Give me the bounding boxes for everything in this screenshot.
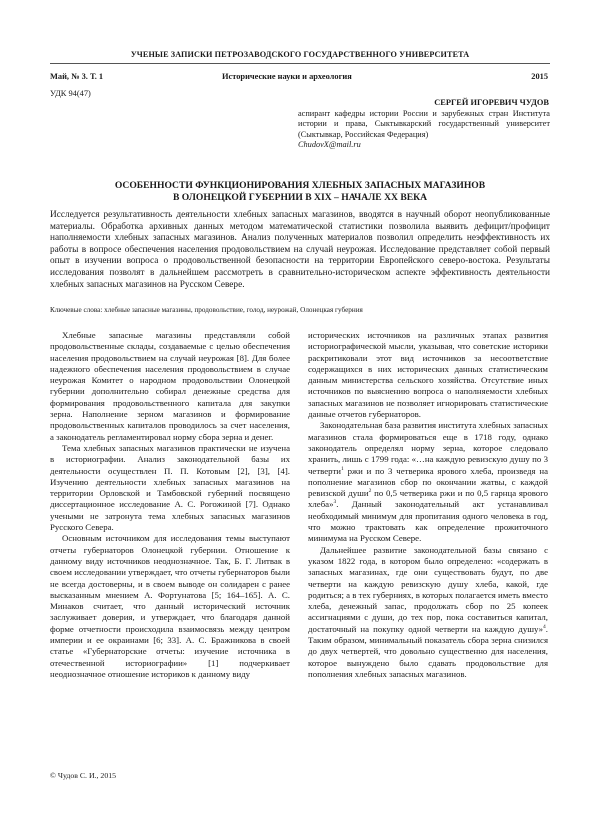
paragraph: исторических источников на различных этапах развития историографической мысли, указывая, что советские историки раскритиковали этот вид источников за несоответствие содержащихся в них исторических данных статистическим данным министерства сельского хозяйства. Отсутствие иных источников по выяснению вопроса о наполняемости хлебных запасных магазинов не позволяет игнорировать статистические данные отчетов губернаторов. <box>308 330 548 420</box>
abstract: Исследуется результативность деятельности хлебных запасных магазинов, вводятся в научный оборот неопубликованные материалы. Обработка архивных данных методом математической статистики позволила выявить дефицит/профицит наполняемости хлебных запасных магазинов. Анализ полученных материалов позволил определить неэффективность их работы в вопросе обеспечения населения продовольствием на случай неурожая. Исследование представляет собой первый опыт в изучении вопроса о продовольственной безопасности на территории Европейского северо-востока. Результаты исследования позволят в дальнейшем рассмотреть в сравнительно-историческом аспекте эффективность деятельности хлебных запасных магазинов на Русском Севере. <box>50 210 550 290</box>
journal-title: УЧЕНЫЕ ЗАПИСКИ ПЕТРОЗАВОДСКОГО ГОСУДАРСТВЕННОГО УНИВЕРСИТЕТА <box>130 50 470 59</box>
body-column-right <box>308 330 548 680</box>
copyright-notice: © Чудов С. И., 2015 <box>50 771 117 780</box>
author-affiliation: аспирант кафедры истории России и зарубежных стран Института истории и права, Сыктывкарский государственный университет (Сыктывкар, Российская Федерация) <box>298 109 550 139</box>
issue-year: 2015 <box>531 72 548 81</box>
paragraph: Дальнейшее развитие законодательной базы связано с указом 1822 года, в котором было определено: «содержать в запасных магазинах, где они существовать будут, по две четверти на каждую ревизскую душу хлеба, какой, где родиться; а в тех губерниях, в которых полагается иметь вместо хлеба, денежный запас, продолжать сбор по 25 копеек ассигнациями с души, до тех пор, пока составиться капитал, достаточный на покупку одной четверти на каждую душу»$^4$. Таким образом, минимальный показатель сбора зерна снизился до двух четвертей, что довольно существенно для населения, которое вынуждено было сдавать продовольствие для пополнения хлебных запасных магазинов. <box>308 544 548 679</box>
article-title-line-1: ОСОБЕННОСТИ ФУНКЦИОНИРОВАНИЯ ХЛЕБНЫХ ЗАПАСНЫХ МАГАЗИНОВ <box>114 180 486 191</box>
footnote-mark[interactable]: 4 <box>543 623 546 630</box>
footnote-mark[interactable]: 2 <box>368 488 372 495</box>
paragraph: Тема хлебных запасных магазинов практически не изучена в историографии. Анализ законодательной базы их деятельности осуществлен П. П. Котовым [2], [3], [4]. Изучению деятельности хлебных запасных магазинов на территории Орловской и Тамбовской губерний посвящено диссертационное исследование А. С. Рогожиной [7]. Однако учеными не затронута тема хлебных запасных магазинов Русского Севера. <box>50 442 290 533</box>
issue-meta-row <box>50 72 550 84</box>
footnote-mark[interactable]: 1 <box>341 465 344 472</box>
keywords: Ключевые слова: хлебные запасные магазины, продовольствие, голод, неурожай, Олонецкая губерния <box>50 306 363 314</box>
article-title <box>50 180 550 204</box>
author-name: СЕРГЕЙ ИГОРЕВИЧ ЧУДОВ <box>434 98 549 107</box>
paragraph: Хлебные запасные магазины представляли собой продовольственные склады, создаваемые с целью обеспечения населения продовольствием на случай неурожая [8]. Для более надежного обеспечения населения продовольствием в случае неурожая Комитет о народном продовольствии Олонецкой губернии дополнительно собирал денежные средства для формирования продовольственного капитала для закупки зерна. Наполнение зерном магазинов и формирование продовольственных капиталов проводилось за счет населения, а законодатель регламентировал норму сбора зерна и денег. <box>50 330 290 442</box>
author-block <box>298 98 550 150</box>
issue-number: Май, № 3. Т. 1 <box>50 72 104 81</box>
author-email[interactable]: ChudovX@mail.ru <box>298 139 361 149</box>
section-name: Исторические науки и археология <box>222 72 352 81</box>
body-column-left <box>50 330 290 680</box>
header-divider <box>50 63 550 64</box>
article-title-line-2: В ОЛОНЕЦКОЙ ГУБЕРНИИ В XIX – НАЧАЛЕ XX ВЕКА <box>172 192 428 203</box>
footnote-mark[interactable]: 3 <box>333 499 337 506</box>
paragraph: Основным источником для исследования темы выступают отчеты губернаторов Олонецкой губернии. Отношение к данному виду источников неоднозначное. Так, Б. Г. Литвак в своем исследовании утверждает, что отчеты губернаторов были не всегда достоверны, и в своем выводе он солидарен с ранее высказанным мнением А. Фортунатова [5; 164–165]. А. С. Минаков считает, что данный исторический источник заслуживает доверия, и утверждает, что благодаря данной форме отчетности происходила взаимосвязь между центром империи и ее окраинами [6; 33]. А. С. Бражникова в своей статье «Губернаторские отчеты: изучение источника в отечественной историографии» [1] подчеркивает неоднозначное отношение историков к данному виду <box>50 533 290 679</box>
udk-code: УДК 94(47) <box>50 89 91 98</box>
paragraph: Законодательная база развития института хлебных запасных магазинов стала формироваться еще в 1718 году, однако законодатель определял норму зерна, которое следовало хранить, лишь с 1799 года: «…на каждую ревизскую душу по 3 четверти$^1$ ржи и по 3 четверика ярового хлеба, произведя на пополнение магазинов сбор по окончании жатвы, с каждой ревизской души$^2$ по 0,5 четверика ржи и по 0,5 гарнца ярового хлеба»$^3$. Данный законодательный акт устанавливал необходимый минимум для пропитания одного человека в год, что можно трактовать как определение прожиточного минимума на Русском Севере. <box>308 420 548 544</box>
